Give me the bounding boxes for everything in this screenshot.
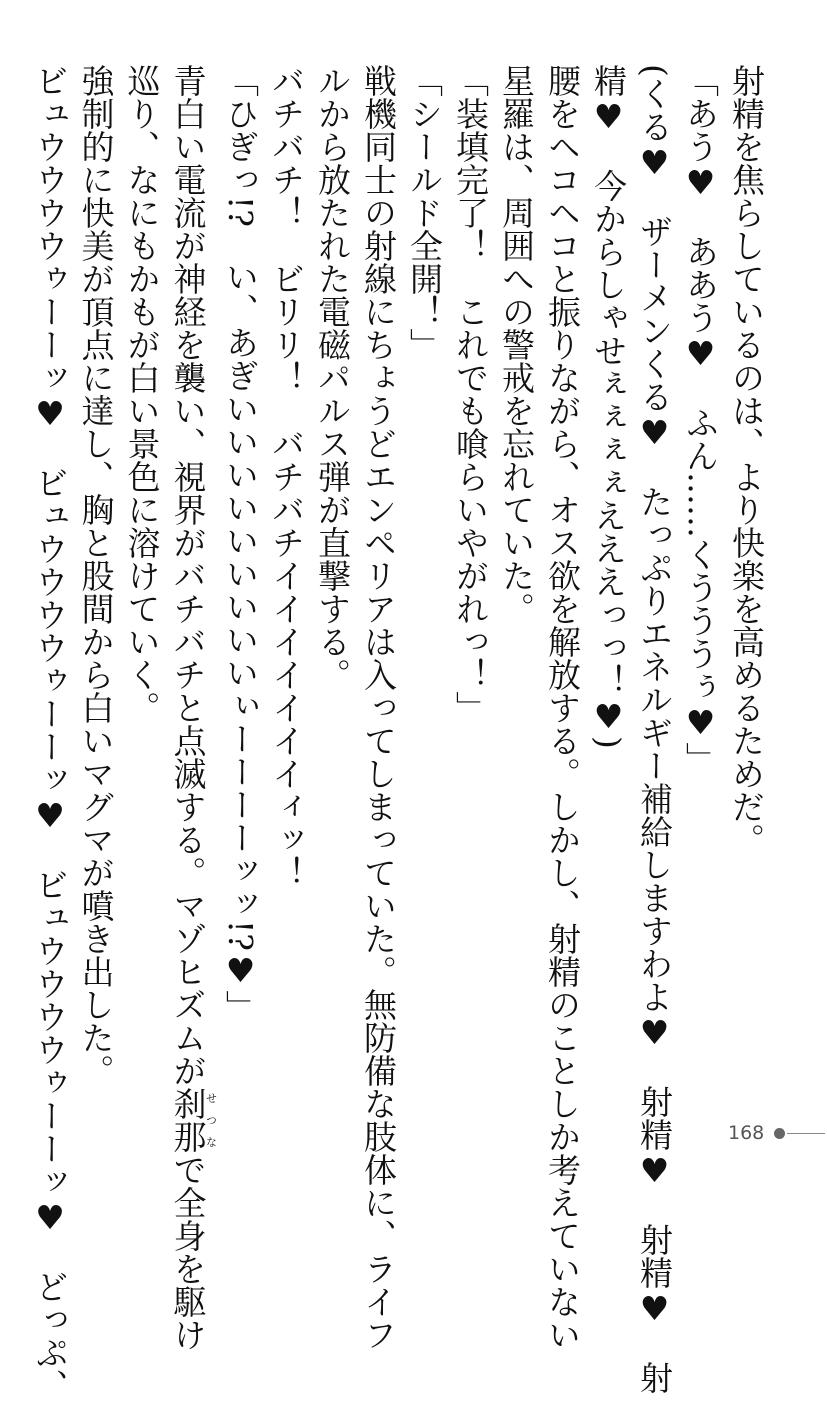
text-column: 「装填完了！ これでも喰らいやがれっ！」 [451,64,490,724]
page-footer [728,1118,825,1148]
text-column: 戦機同士の射線にちょうどエンペリアは入ってしまっていた。無防備な肢体に、ライフ [359,64,398,1351]
ruby-reading: せつな [204,1087,218,1153]
folio-rule [787,1133,825,1134]
vertical-body-text [27,64,770,1402]
ruby-base: 刹那 [168,1087,208,1153]
text-column: 強制的に快美が頂点に達し、胸と股間から白いマグマが噴き出した。 [76,64,116,1087]
text-column: ルから放たれた電磁パルス弾が直撃する。 [313,64,352,691]
folio-dot-icon [774,1128,785,1139]
text-column: 精♥ 今からしゃせぇぇぇぇえええっっ！♥) [589,64,628,749]
text-column: バチバチ！ ビリリ！ バチバチイイイイイイイィッ！ [267,64,306,889]
page-number: 168 [728,1122,765,1144]
text-column-tail: で全身を駆け [168,1153,208,1351]
text-column: 巡り、なにもかもが白い景色に溶けていく。 [122,64,162,724]
text-column: 「ひぎっ!? い、あぎいいいいいいいいいぃーーーーッッ!?♥」 [221,64,260,1023]
text-column: 射精を焦らしているのは、より快楽を高めるためだ。 [727,64,766,856]
text-column: (くる♥ ザーメンくる♥ たっぷりエネルギー補給しますわよ♥ 射精♥ 射精♥ 射 [635,64,674,1394]
text-column: ビュウウウウゥーーッ♥ ビュウウウウゥーーッ♥ ビュウウウウゥーーッ♥ どっぷ、 [30,64,70,1402]
text-column: 「あう♥ ああう♥ ふん……くうううぅ♥」 [681,64,720,775]
ruby-annotation [168,1087,218,1153]
text-column-with-ruby [165,64,218,1351]
text-column-head: 青白い電流が神経を襲い、視界がバチバチと点滅する。マゾヒズムが [168,64,208,1087]
text-column: 星羅は、周囲への警戒を忘れていた。 [497,64,536,625]
text-column: 腰をヘコヘコと振りながら、オス欲を解放する。しかし、射精のことしか考えていない [543,64,582,1351]
text-column: 「シールド全開！」 [405,64,444,361]
